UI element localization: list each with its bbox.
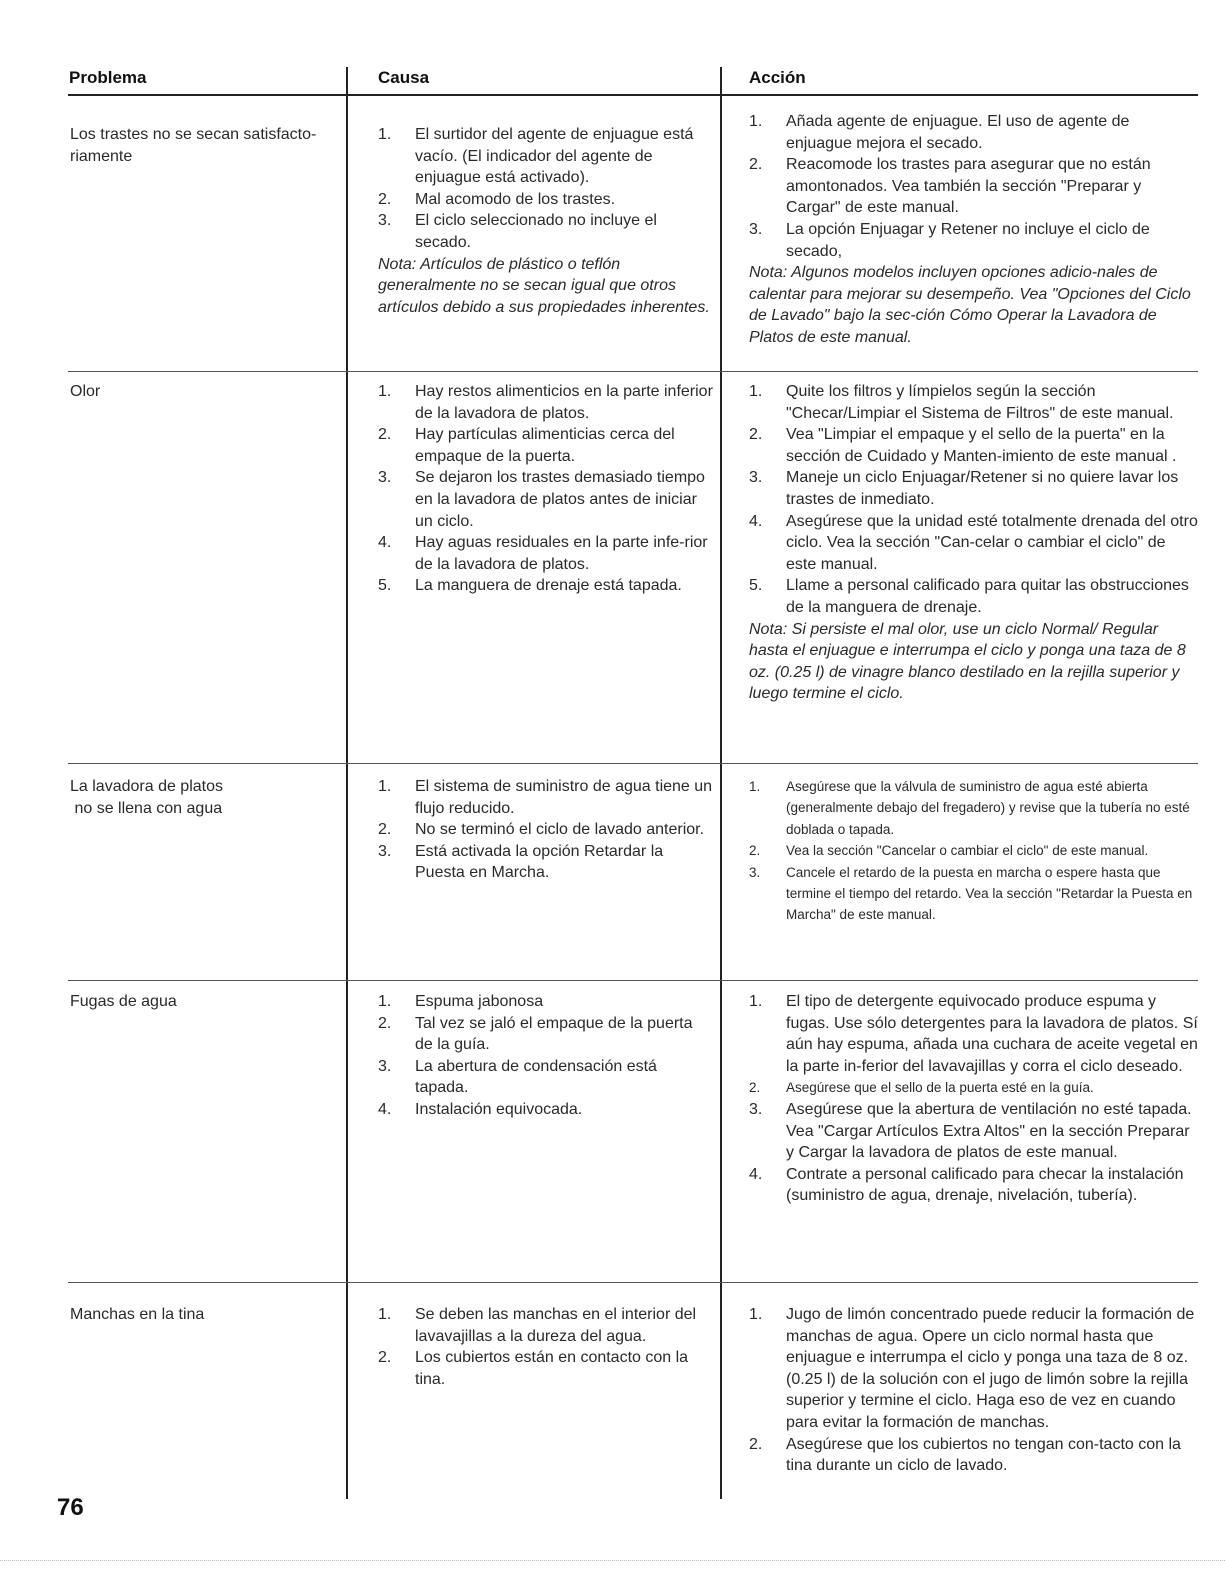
list-item: 3. Está activada la opción Retardar la Puesta en Marcha. <box>378 842 664 882</box>
action-cell <box>749 111 1199 349</box>
header-action: Acción <box>749 68 806 87</box>
cause-list <box>378 124 713 254</box>
list-item: 2. No se terminó el ciclo de lavado anterior. <box>378 821 705 839</box>
column-divider <box>346 67 348 1499</box>
problem-text: Fugas de agua <box>70 993 177 1010</box>
row-divider <box>68 371 1198 372</box>
list-item: 2. Reacomode los trastes para asegurar que no están amontonados. Vea también la sección "Preparar y Cargar" de este manual. <box>749 156 1151 217</box>
list-item: 3. Asegúrese que la abertura de ventilación no esté tapada. Vea "Cargar Artículos Extra Altos" en la sección Preparar y Cargar la lavadora de platos de este manual. <box>749 1100 1192 1162</box>
list-item: 2. Mal acomodo de los trastes. <box>378 190 616 208</box>
cause-cell <box>378 991 713 1121</box>
action-list <box>749 1304 1199 1477</box>
cause-list <box>378 1304 713 1390</box>
page-number: 76 <box>57 1494 84 1521</box>
list-item: 4. Hay aguas residuales en la parte infe-rior de la lavadora de platos. <box>378 534 708 573</box>
problem-text: Los trastes no se secan satisfacto- riamente <box>70 126 317 165</box>
action-cell <box>749 991 1199 1207</box>
cause-cell <box>378 776 713 884</box>
list-item: 5. Llame a personal calificado para quitar las obstrucciones de la manguera de drenaje. <box>749 577 1189 616</box>
cause-cell <box>378 1304 713 1390</box>
action-list <box>749 991 1199 1207</box>
list-item: 1. Asegúrese que la válvula de suministro de agua esté abierta (generalmente debajo del fregadero) y revise que la tubería no esté doblada o tapada. <box>749 779 1190 837</box>
header-problem: Problema <box>69 68 147 87</box>
list-item: 1. El sistema de suministro de agua tiene un flujo reducido. <box>378 778 713 817</box>
column-divider <box>720 67 722 1499</box>
cause-cell <box>378 381 713 597</box>
list-item: 3. La abertura de condensación está tapada. <box>378 1057 657 1097</box>
action-cell <box>749 1304 1199 1477</box>
cause-note: Nota: Artículos de plástico o teflón generalmente no se secan igual que otros artículos debido a sus propiedades inherentes. <box>378 255 710 316</box>
action-list <box>749 111 1199 262</box>
list-item: 1. Espuma jabonosa <box>378 993 544 1010</box>
problem-text: La lavadora de platos no se llena con agua <box>70 778 223 817</box>
list-item: 2. Tal vez se jaló el empaque de la puerta de la guía. <box>378 1014 693 1054</box>
cause-cell <box>378 124 713 318</box>
list-item: 3. El ciclo seleccionado no incluye el secado. <box>378 212 657 251</box>
list-item: 3. Se dejaron los trastes demasiado tiempo en la lavadora de platos antes de iniciar un ciclo. <box>378 469 705 530</box>
list-item: 2. Asegúrese que los cubiertos no tengan con-tacto con la tina durante un ciclo de lavado. <box>749 1435 1181 1475</box>
list-item: 1. El surtidor del agente de enjuague está vacío. (El indicador del agente de enjuague está activado). <box>378 126 694 187</box>
list-item: 2. Vea "Limpiar el empaque y el sello de la puerta" en la sección de Cuidado y Manten-imiento de este manual . <box>749 426 1177 465</box>
list-item: 2. Asegúrese que el sello de la puerta esté en la guía. <box>749 1080 1094 1096</box>
action-note: Nota: Si persiste el mal olor, use un ciclo Normal/ Regular hasta el enjuague e interrumpa el ciclo y ponga una taza de 8 oz. (0.25 l) de vinagre blanco destilado en la rejilla superior y luego termine el ciclo. <box>749 620 1186 703</box>
list-item: 1. Jugo de limón concentrado puede reducir la formación de manchas de agua. Opere un ciclo normal hasta que enjuague e interrumpa el ciclo y ponga una taza de 8 oz. (0.25 l) de la solución con el jugo de limón sobre la rejilla superior y termine el ciclo. Haga eso de vez en cuando para evitar la formación de manchas. <box>749 1306 1195 1431</box>
problem-text: Manchas en la tina <box>70 1306 205 1323</box>
header-rule <box>68 94 1198 96</box>
row-divider <box>68 980 1198 981</box>
list-item: 3. Cancele el retardo de la puesta en marcha o espere hasta que termine el tiempo del retardo. Vea la sección "Retardar la Puesta en Marcha" de este manual. <box>749 864 1193 923</box>
action-cell <box>749 381 1199 705</box>
action-list <box>749 776 1199 926</box>
problem-text: Olor <box>70 383 101 400</box>
list-item: 4. Asegúrese que la unidad esté totalmente drenada del otro ciclo. Vea la sección "Can-celar o cambiar el ciclo" de este manual. <box>749 512 1198 573</box>
list-item: 3. La opción Enjuagar y Retener no incluye el ciclo de secado, <box>749 220 1150 260</box>
cause-list <box>378 381 713 597</box>
list-item: 2. Los cubiertos están en contacto con la tina. <box>378 1349 689 1388</box>
list-item: 1. Quite los filtros y límpielos según la sección "Checar/Limpiar el Sistema de Filtros" de este manual. <box>749 383 1174 422</box>
list-item: 5. La manguera de drenaje está tapada. <box>378 577 682 595</box>
bottom-border <box>0 1560 1225 1562</box>
action-note: Nota: Algunos modelos incluyen opciones adicio-nales de calentar para mejorar su desempeño. Vea "Opciones del Ciclo de Lavado" bajo la sec-ción Cómo Operar la Lavadora de Platos de este manual. <box>749 264 1191 346</box>
list-item: 1. El tipo de detergente equivocado produce espuma y fugas. Use sólo detergentes para la lavadora de platos. Sí aún hay espuma, añada una cuchara de aceite vegetal en la parte in-ferior del lavavajillas y corra el ciclo deseado. <box>749 993 1198 1075</box>
header-cause: Causa <box>378 68 430 87</box>
row-divider <box>68 1282 1198 1283</box>
list-item: 4. Contrate a personal calificado para checar la instalación (suministro de agua, drenaje, nivelación, tubería). <box>749 1165 1184 1205</box>
action-list <box>749 381 1199 619</box>
list-item: 2. Hay partículas alimenticias cerca del empaque de la puerta. <box>378 426 675 465</box>
cause-list <box>378 991 713 1121</box>
action-cell <box>749 776 1199 926</box>
list-item: 2. Vea la sección "Cancelar o cambiar el ciclo" de este manual. <box>749 843 1149 859</box>
list-item: 3. Maneje un ciclo Enjuagar/Retener si no quiere lavar los trastes de inmediato. <box>749 469 1179 508</box>
list-item: 1. Se deben las manchas en el interior del lavavajillas a la dureza del agua. <box>378 1306 697 1345</box>
row-divider <box>68 763 1198 764</box>
list-item: 4. Instalación equivocada. <box>378 1100 583 1118</box>
list-item: 1. Hay restos alimenticios en la parte inferior de la lavadora de platos. <box>378 383 713 422</box>
list-item: 1. Añada agente de enjuague. El uso de agente de enjuague mejora el secado. <box>749 113 1130 152</box>
cause-list <box>378 776 713 884</box>
